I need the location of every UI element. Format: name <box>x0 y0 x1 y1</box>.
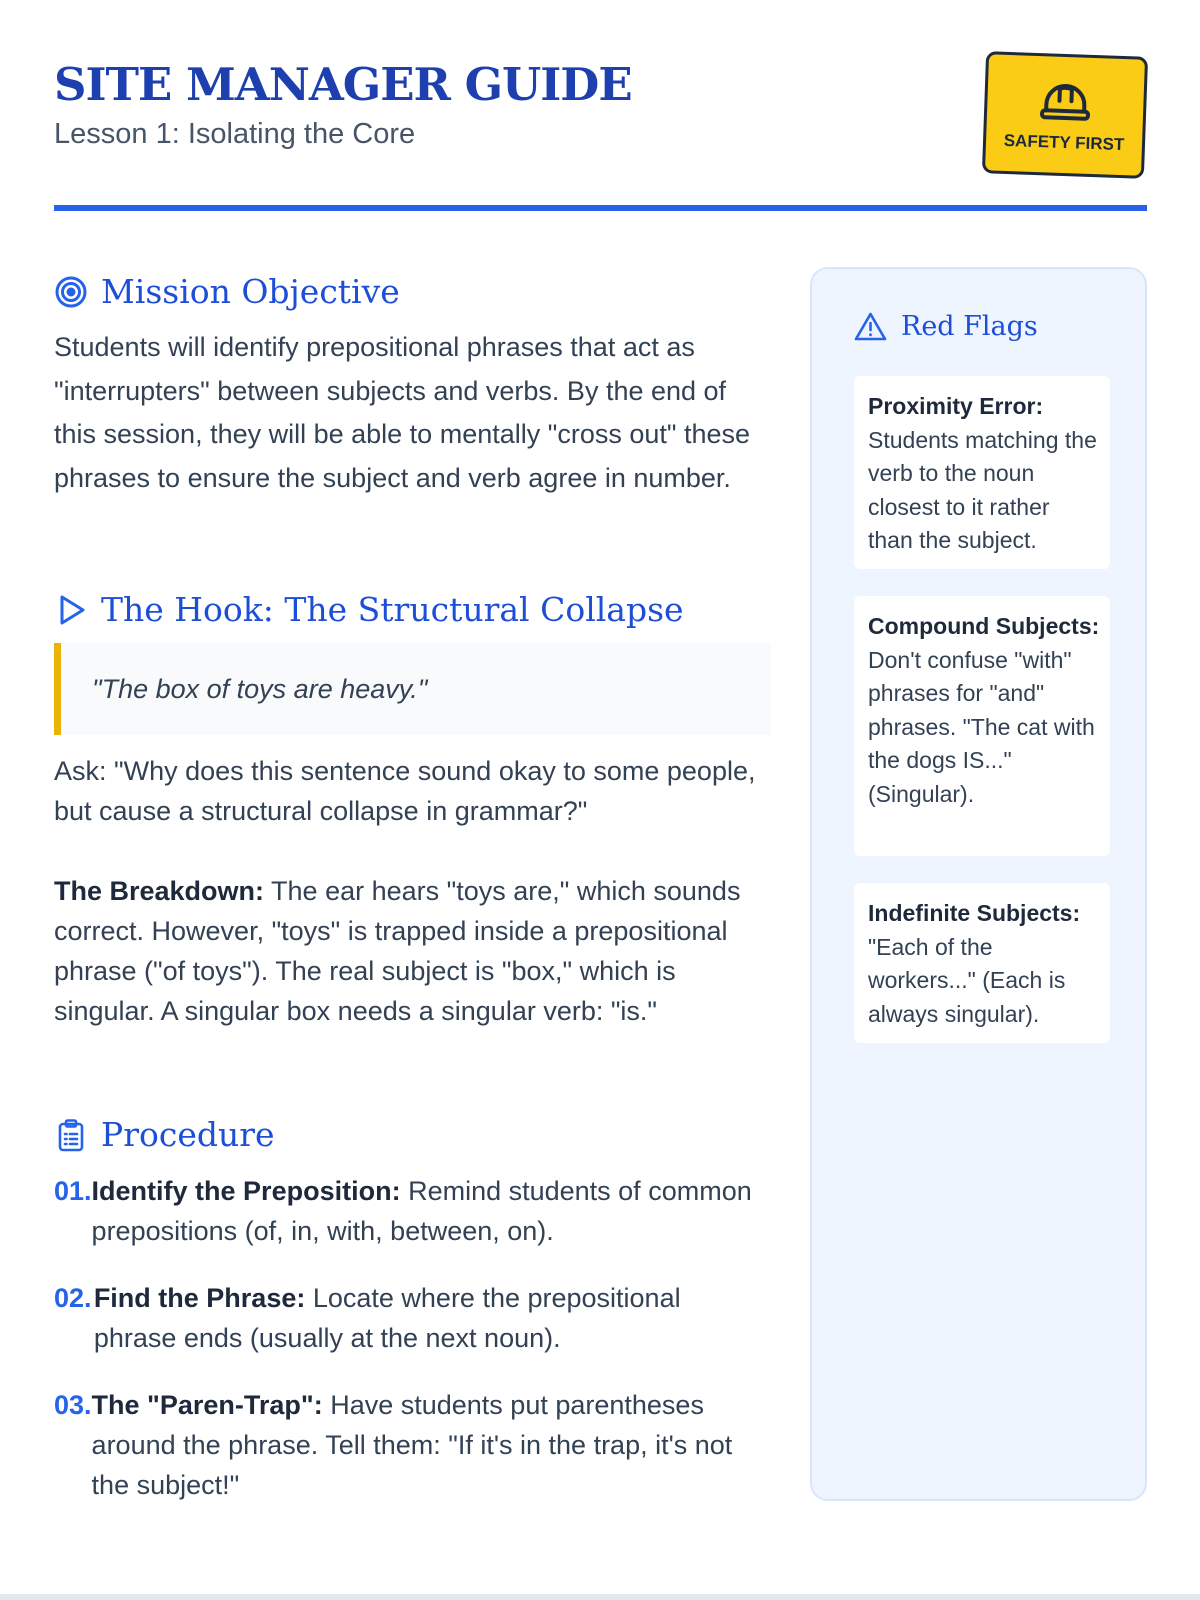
flag-label: Compound Subjects: <box>868 613 1100 639</box>
flag-text: Students matching the verb to the noun closest to it rather than the subject. <box>868 426 1097 553</box>
step-body <box>92 1171 754 1251</box>
step-text: Remind students of common prepositions (of, in, with, between, on). <box>91 1176 752 1246</box>
page-subtitle: Lesson 1: Isolating the Core <box>54 118 416 150</box>
red-flags-title: Red Flags <box>901 311 1038 342</box>
breakdown-text: The ear hears "toys are," which sounds correct. However, "toys" is trapped inside a prepositional phrase ("of toys"). The real subject is "box," which is singular. A singular box needs a singular verb: "is." <box>54 876 741 1026</box>
target-icon <box>54 275 88 309</box>
red-flag-card <box>854 883 1110 1043</box>
play-icon <box>54 593 88 627</box>
step-body <box>92 1385 774 1505</box>
flag-text: Don't confuse "with" phrases for "and" phrases. "The cat with the dogs IS..." (Singular). <box>868 646 1095 807</box>
hook-ask: Ask: "Why does this sentence sound okay to some people, but cause a structural collapse in grammar?" <box>54 756 756 826</box>
step-text: Have students put parentheses around the phrase. Tell them: "If it's in the trap, it's not the subject!" <box>91 1390 733 1500</box>
objective-title: Mission Objective <box>101 272 400 311</box>
flag-text: "Each of the workers..." (Each is always singular). <box>868 933 1066 1027</box>
hook-breakdown <box>54 871 774 1031</box>
warning-triangle-icon <box>854 311 887 342</box>
hook-title: The Hook: The Structural Collapse <box>101 590 684 629</box>
flag-label: Indefinite Subjects: <box>868 900 1081 926</box>
step-label: Identify the Preposition: <box>91 1176 401 1206</box>
red-flag-card <box>854 376 1110 569</box>
badge-label: SAFETY FIRST <box>1003 130 1125 155</box>
breakdown-label: The Breakdown: <box>54 876 265 906</box>
red-flags-sidebar <box>810 267 1147 1501</box>
procedure-step <box>54 1278 754 1358</box>
section-objective-heading <box>54 272 400 311</box>
safety-badge <box>982 51 1148 179</box>
section-hook-heading <box>54 590 684 629</box>
page-title: SITE MANAGER GUIDE <box>54 58 632 111</box>
section-procedure-heading <box>54 1115 275 1154</box>
step-number: 02. <box>54 1283 92 1313</box>
step-label: Find the Phrase: <box>93 1283 306 1313</box>
hard-hat-icon <box>1037 76 1095 124</box>
step-body <box>94 1278 754 1358</box>
step-text: Locate where the prepositional phrase ends (usually at the next noun). <box>93 1283 681 1353</box>
clipboard-icon <box>54 1118 88 1152</box>
step-label: The "Paren-Trap": <box>91 1390 323 1420</box>
step-number: 01. <box>54 1176 92 1206</box>
page-bottom-band <box>0 1594 1200 1600</box>
red-flags-heading <box>854 311 1038 342</box>
step-number: 03. <box>54 1390 92 1420</box>
header-divider <box>54 205 1147 211</box>
flag-label: Proximity Error: <box>868 393 1044 419</box>
hook-quote: "The box of toys are heavy." <box>54 643 771 735</box>
objective-text: Students will identify prepositional phrases that act as "interrupters" between subjects and verbs. By the end of this session, they will be able to mentally "cross out" these phrases to ensure the subject and verb agree in number. <box>54 332 751 493</box>
procedure-step <box>54 1171 754 1251</box>
procedure-step <box>54 1385 774 1505</box>
procedure-title: Procedure <box>101 1115 275 1154</box>
red-flag-card <box>854 596 1110 856</box>
